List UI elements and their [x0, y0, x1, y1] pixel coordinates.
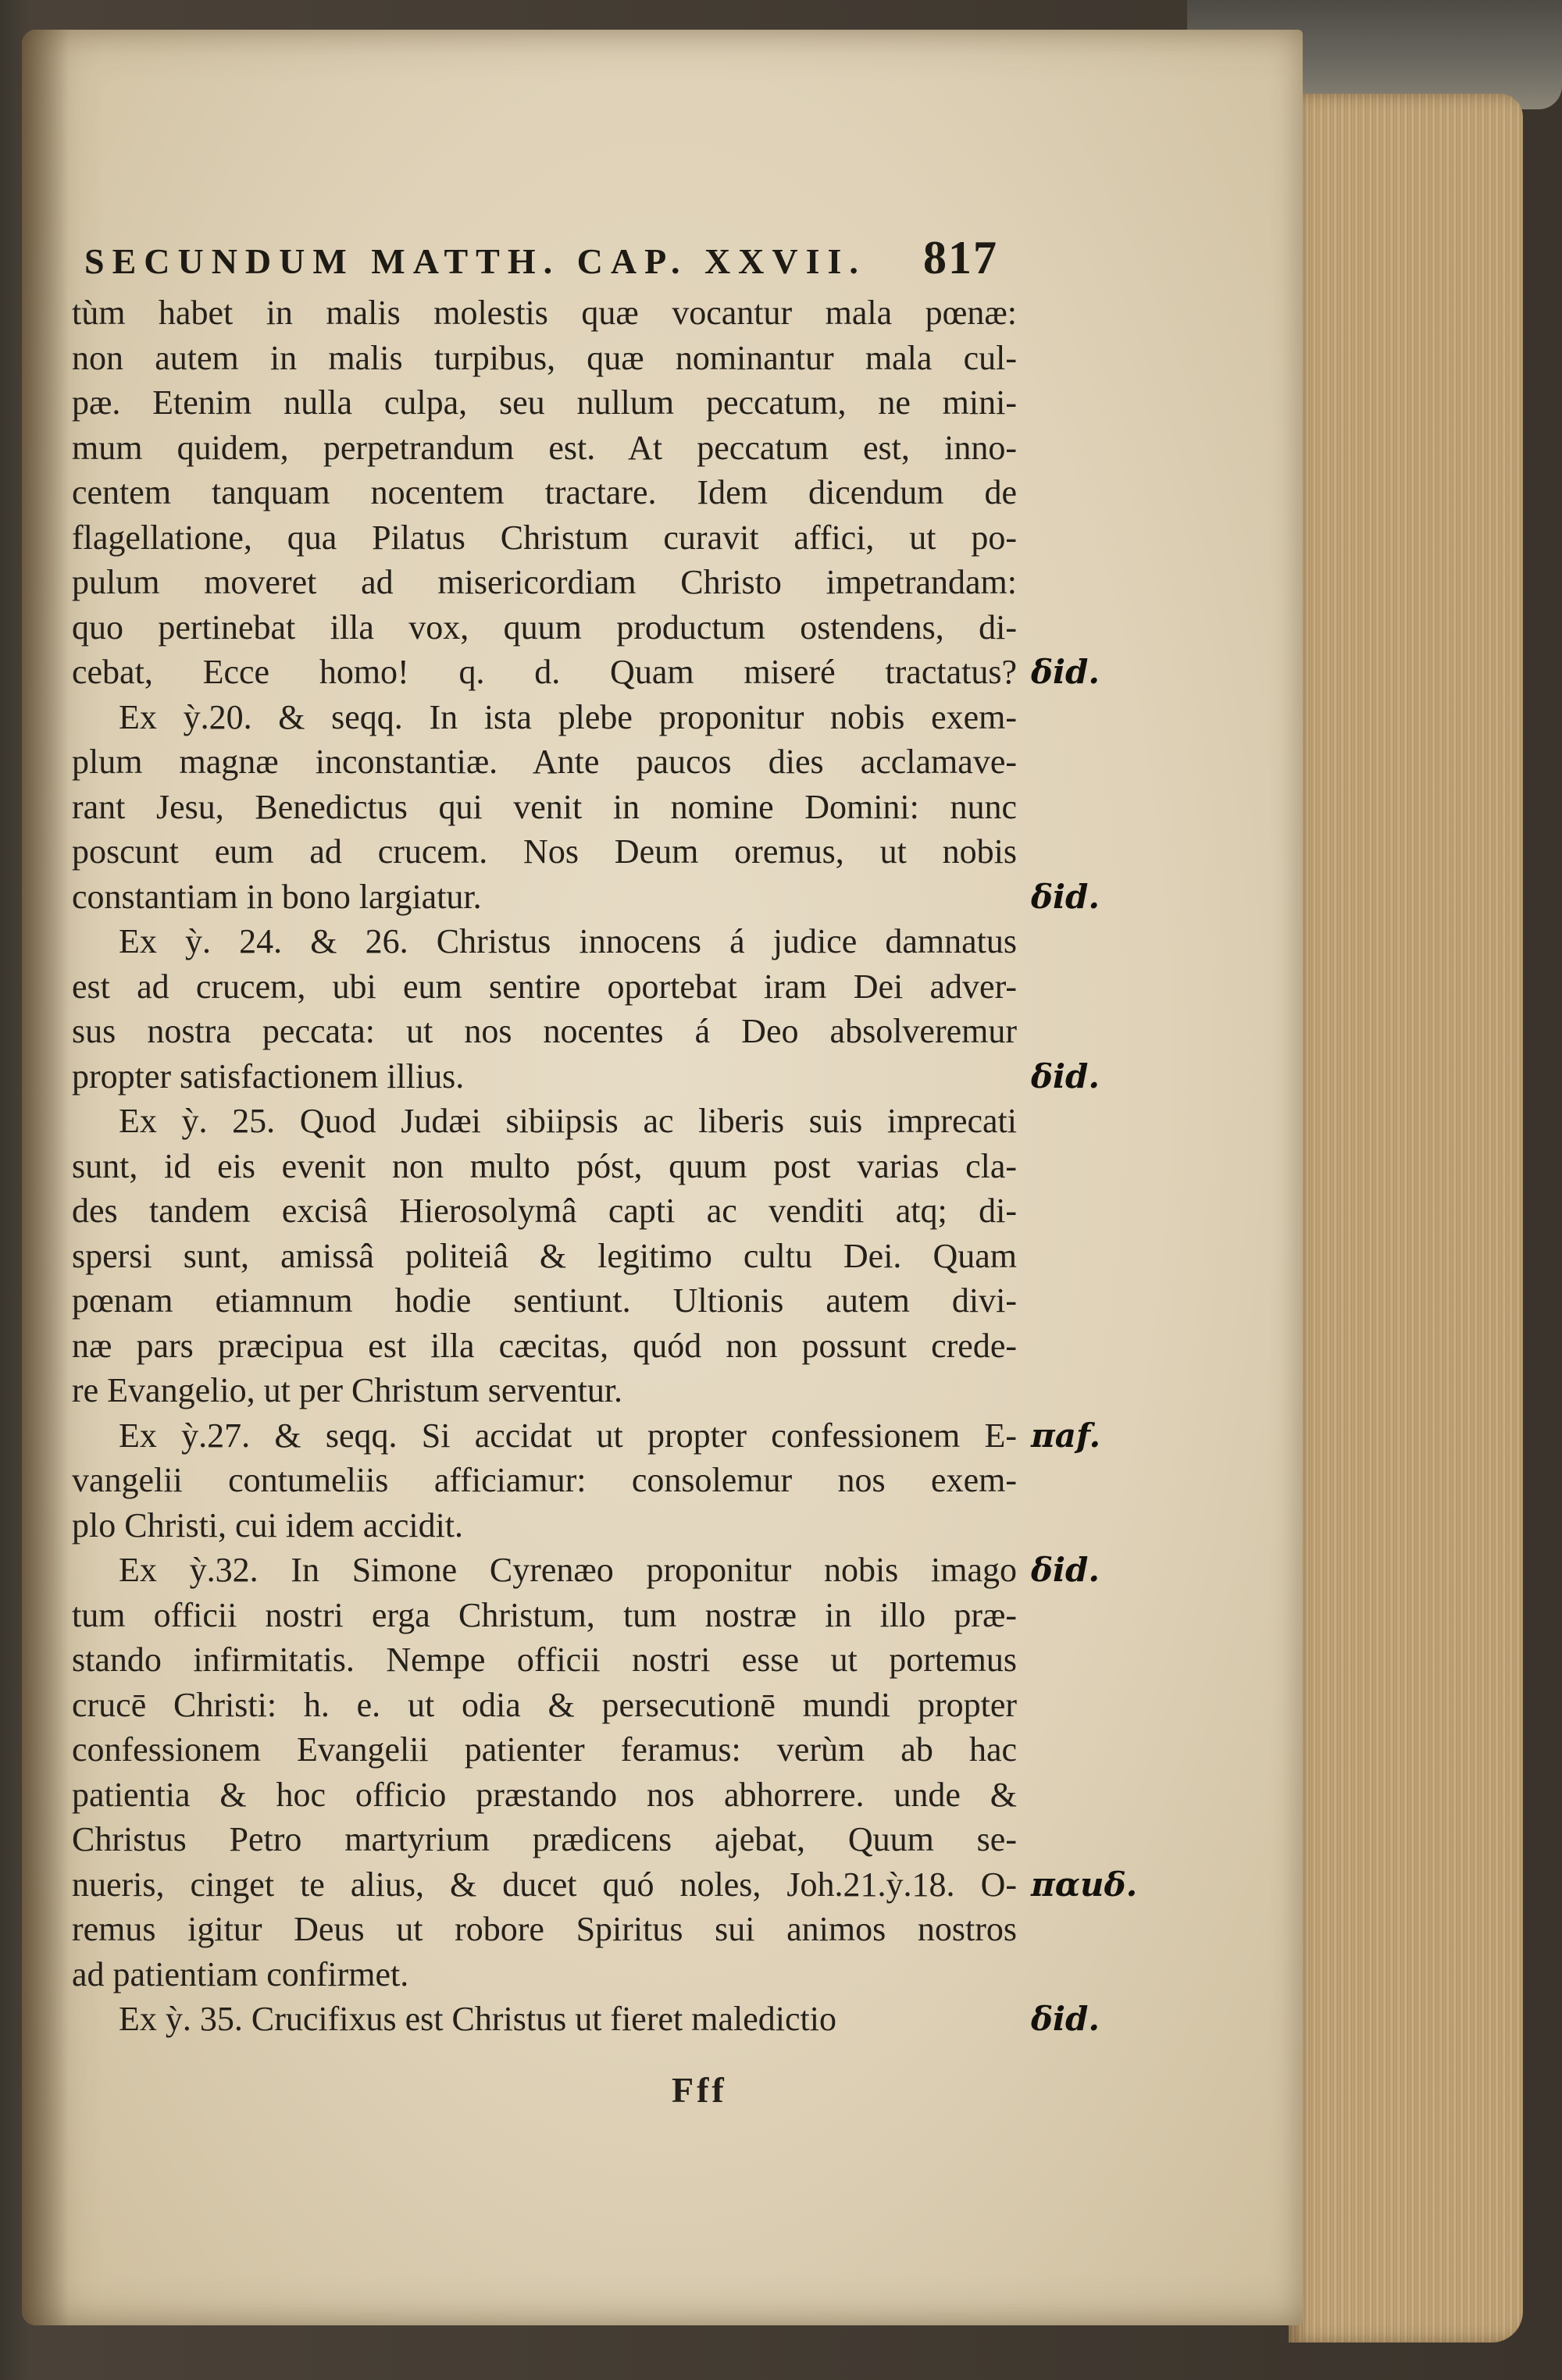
- text-line: Ex ỳ. 24. & 26. Christus innocens á judice damnatus: [119, 922, 1017, 960]
- text-line: sunt, id eis evenit non multo póst, quum post varias cla-: [72, 1146, 1017, 1185]
- text-line: pulum moveret ad misericordiam Christo impetrandam:: [72, 563, 1017, 601]
- text-line: Christus Petro martyrium prædicens ajebat, Quum se-: [72, 1820, 1017, 1858]
- text-line: rant Jesu, Benedictus qui venit in nomine Domini: nunc: [72, 787, 1017, 826]
- margin-note: δid.: [1031, 877, 1100, 916]
- gutter-shadow: [22, 30, 69, 2325]
- text-line: nueris, cinget te alius, & ducet quó noles, Joh.21.ỳ.18. O-: [72, 1865, 1017, 1904]
- text-line: Ex ỳ. 35. Crucifixus est Christus ut fieret maledictio: [119, 2000, 836, 2038]
- text-line: plum magnæ inconstantiæ. Ante paucos dies acclamave-: [72, 743, 1017, 781]
- text-line: ad patientiam confirmet.: [72, 1954, 409, 1993]
- text-line: remus igitur Deus ut robore Spiritus sui animos nostros: [72, 1910, 1017, 1948]
- text-line: sus nostra peccata: ut nos nocentes á Deo absolveremur: [72, 1012, 1017, 1050]
- margin-note: δid.: [1031, 1551, 1100, 1589]
- text-line: tum officii nostri erga Christum, tum nostræ in illo præ-: [72, 1595, 1017, 1634]
- body-text: [72, 290, 1017, 2042]
- margin-note: δid.: [1031, 2000, 1100, 2038]
- margin-note: δid.: [1031, 653, 1100, 691]
- text-line: constantiam in bono largiatur.: [72, 877, 482, 916]
- text-line: patientia & hoc officio præstando nos abhorrere. unde &: [72, 1775, 1017, 1814]
- text-line: poscunt eum ad crucem. Nos Deum oremus, ut nobis: [72, 832, 1017, 871]
- margin-note: παuδ.: [1031, 1865, 1138, 1904]
- page-edges: [1289, 94, 1523, 2343]
- text-line: pœnam etiamnum hodie sentiunt. Ultionis autem divi-: [72, 1281, 1017, 1320]
- margin-note: δid.: [1031, 1056, 1100, 1096]
- text-line: pæ. Etenim nulla culpa, seu nullum peccatum, ne mini-: [72, 383, 1017, 422]
- text-line: flagellatione, qua Pilatus Christum curavit affici, ut po-: [72, 518, 1017, 557]
- text-line: re Evangelio, ut per Christum serventur.: [72, 1371, 623, 1409]
- text-line: confessionem Evangelii patienter feramus: verùm ab hac: [72, 1730, 1017, 1769]
- text-line: est ad crucem, ubi eum sentire oportebat iram Dei adver-: [72, 967, 1017, 1006]
- text-line: Ex ỳ. 25. Quod Judæi sibiipsis ac liberis suis imprecati: [119, 1102, 1017, 1140]
- text-line: Ex ỳ.32. In Simone Cyrenæo proponitur nobis imago: [119, 1551, 1017, 1589]
- text-line: næ pars præcipua est illa cæcitas, quód non possunt crede-: [72, 1326, 1017, 1365]
- margin-note: πaf.: [1031, 1416, 1101, 1455]
- signature-mark: Fff: [672, 2070, 727, 2110]
- page-header: [84, 231, 998, 285]
- running-title: SECUNDUM MATTH. CAP. XXVII.: [84, 241, 866, 281]
- text-line: Ex ỳ.27. & seqq. Si accidat ut propter confessionem E-: [119, 1416, 1017, 1455]
- text-line: crucē Christi: h. e. ut odia & persecutionē mundi propter: [72, 1685, 1017, 1724]
- text-line: Ex ỳ.20. & seqq. In ista plebe proponitur nobis exem-: [119, 697, 1017, 736]
- text-line: quo pertinebat illa vox, quum productum ostendens, di-: [72, 607, 1017, 647]
- text-line: plo Christi, cui idem accidit.: [72, 1505, 464, 1545]
- text-line: non autem in malis turpibus, quæ nominantur mala cul-: [72, 338, 1017, 377]
- text-line: cebat, Ecce homo! q. d. Quam miseré tractatus?: [72, 653, 1017, 691]
- text-line: mum quidem, perpetrandum est. At peccatum est, inno-: [72, 428, 1017, 467]
- text-line: centem tanquam nocentem tractare. Idem dicendum de: [72, 473, 1017, 511]
- text-line: stando infirmitatis. Nempe officii nostri esse ut portemus: [72, 1641, 1017, 1679]
- text-line: des tandem excisâ Hierosolymâ capti ac venditi atq; di-: [72, 1192, 1017, 1230]
- text-line: vangelii contumeliis afficiamur: consolemur nos exem-: [72, 1461, 1017, 1499]
- text-line: propter satisfactionem illius.: [72, 1056, 465, 1096]
- text-line: tùm habet in malis molestis quæ vocantur mala pœnæ:: [72, 294, 1017, 332]
- text-line: spersi sunt, amissâ politeiâ & legitimo cultu Dei. Quam: [72, 1236, 1017, 1275]
- page-number: 817: [923, 232, 998, 283]
